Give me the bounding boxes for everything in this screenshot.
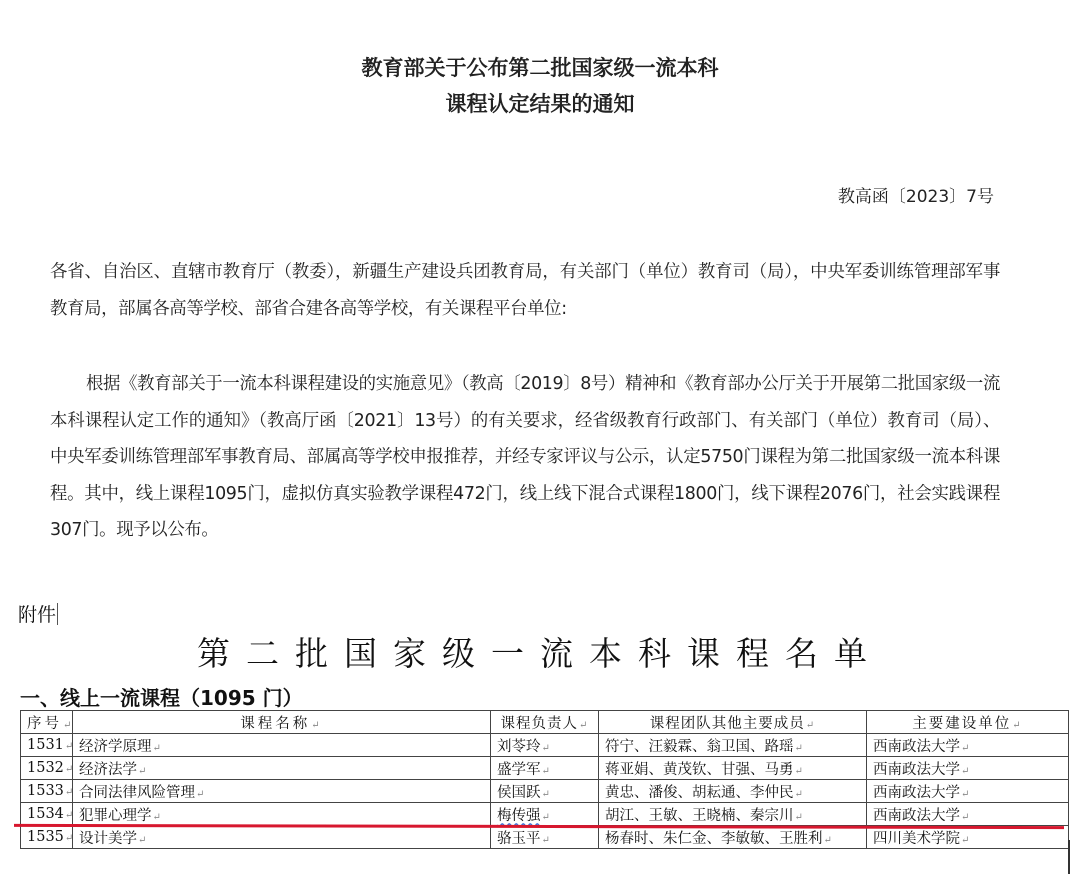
page-edge-mark bbox=[1068, 840, 1070, 874]
cell-team: 符宁、汪毅霖、翁卫国、路瑶 ↵ bbox=[599, 734, 867, 757]
cell-team: 黄忠、潘俊、胡耘通、李仲民 ↵ bbox=[599, 780, 867, 803]
table-row bbox=[21, 826, 1069, 849]
cell-course-name: 合同法律风险管理 ↵ bbox=[73, 780, 491, 803]
table-row-highlighted bbox=[21, 803, 1069, 826]
table-row bbox=[21, 780, 1069, 803]
table-header-row bbox=[21, 711, 1069, 734]
header-lead: 课程负责人 ↵ bbox=[491, 711, 599, 734]
cell-course-name: 犯罪心理学 ↵ bbox=[73, 803, 491, 826]
cell-no: 1533 ↵ bbox=[21, 780, 73, 803]
cell-unit: 西南政法大学 ↵ bbox=[867, 757, 1069, 780]
cell-unit: 西南政法大学 ↵ bbox=[867, 780, 1069, 803]
cell-unit: 四川美术学院 ↵ bbox=[867, 826, 1069, 849]
cell-lead bbox=[491, 803, 599, 826]
cell-course-name: 经济法学 ↵ bbox=[73, 757, 491, 780]
header-unit: 主要建设单位 ↵ bbox=[867, 711, 1069, 734]
attachment-label-text: 附件 bbox=[18, 604, 57, 626]
table-row bbox=[21, 757, 1069, 780]
text-cursor bbox=[57, 603, 58, 625]
document-title-line2: 课程认定结果的通知 bbox=[445, 92, 635, 116]
cell-unit: 西南政法大学 ↵ bbox=[867, 803, 1069, 826]
cell-no: 1531 ↵ bbox=[21, 734, 73, 757]
document-title-line1: 教育部关于公布第二批国家级一流本科 bbox=[361, 56, 719, 80]
cell-course-name: 设计美学 ↵ bbox=[73, 826, 491, 849]
body-paragraph: 根据《教育部关于一流本科课程建设的实施意见》（教高〔2019〕8号）精神和《教育部办公厅关于开展第二批国家级一流本科课程认定工作的通知》（教高厅函〔2021〕13号）的有关要求，经省级教育行政部门、有关部门（单位）教育司（局）、中央军委训练管理部军事教育局、部属高等学校申报推荐，并经专家评议与公示，认定5750门课程为第二批国家级一流本科课程。其中，线上课程1095门，虚拟仿真实验教学课程472门，线上线下混合式课程1800门，线下课程2076门，社会实践课程307门。现予以公布。 bbox=[50, 374, 1000, 540]
cell-no: 1535 ↵ bbox=[21, 826, 73, 849]
cell-team: 胡江、王敏、王晓楠、秦宗川 ↵ bbox=[599, 803, 867, 826]
cell-lead: 刘苓玲 ↵ bbox=[491, 734, 599, 757]
cell-unit: 西南政法大学 ↵ bbox=[867, 734, 1069, 757]
cell-lead: 骆玉平 ↵ bbox=[491, 826, 599, 849]
cell-team: 杨春时、朱仁金、李敏敏、王胜利 ↵ bbox=[599, 826, 867, 849]
cell-no: 1532 ↵ bbox=[21, 757, 73, 780]
cell-no: 1534 ↵ bbox=[21, 803, 73, 826]
cell-lead: 盛学军 ↵ bbox=[491, 757, 599, 780]
header-no: 序号 ↵ bbox=[21, 711, 73, 734]
table-row bbox=[21, 734, 1069, 757]
header-team: 课程团队其他主要成员 ↵ bbox=[599, 711, 867, 734]
section-title: 一、线上一流课程（1095 门） bbox=[20, 686, 303, 710]
header-course-name: 课程名称 ↵ bbox=[73, 711, 491, 734]
list-title: 第二批国家级一流本科课程名单 bbox=[197, 634, 883, 673]
cell-lead: 侯国跃 ↵ bbox=[491, 780, 599, 803]
cell-team: 蒋亚娟、黄茂钦、甘强、马勇 ↵ bbox=[599, 757, 867, 780]
attachment-label bbox=[18, 600, 58, 627]
document-number: 教高函〔2023〕7号 bbox=[837, 187, 994, 207]
lead-name-spellcheck: 梅传强 bbox=[497, 807, 541, 824]
cell-course-name: 经济学原理 ↵ bbox=[73, 734, 491, 757]
addressee-paragraph: 各省、自治区、直辖市教育厅（教委），新疆生产建设兵团教育局，有关部门（单位）教育司（局），中央军委训练管理部军事教育局，部属各高等学校、部省合建各高等学校，有关课程平台单位: bbox=[50, 262, 1000, 319]
